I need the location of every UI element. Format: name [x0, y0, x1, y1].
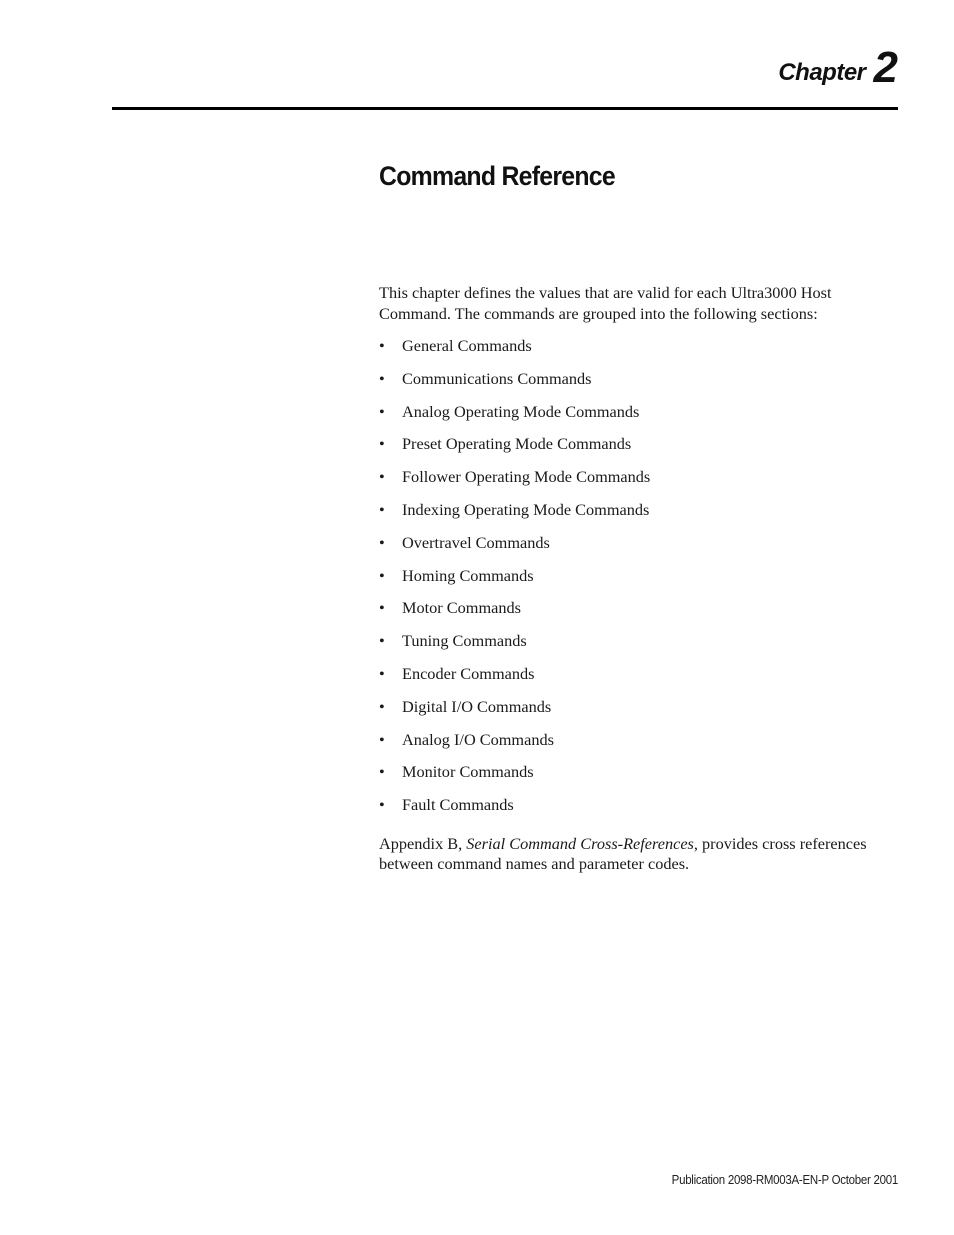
list-item: [379, 500, 899, 533]
list-item-label: General Commands: [402, 336, 532, 355]
section-list: [379, 336, 899, 828]
publication-footer: Publication 2098-RM003A-EN-P October 2001: [671, 1173, 898, 1187]
list-item-label: Encoder Commands: [402, 663, 535, 683]
list-item: [379, 697, 899, 730]
appendix-prefix: Appendix B,: [379, 833, 467, 853]
list-item-label: Motor Commands: [402, 598, 521, 618]
bullet-icon: •: [379, 631, 385, 651]
bullet-icon: •: [379, 336, 385, 355]
list-item: [379, 664, 899, 697]
list-item-label: Monitor Commands: [402, 762, 534, 782]
list-item-label: Homing Commands: [402, 565, 534, 585]
chapter-heading: [778, 43, 898, 92]
list-item: [379, 762, 899, 795]
list-item: [379, 730, 899, 763]
bullet-icon: •: [379, 467, 385, 487]
list-item-label: Fault Commands: [402, 795, 514, 815]
list-item: [379, 434, 899, 467]
page-title: Command Reference: [379, 161, 615, 191]
bullet-icon: •: [379, 565, 385, 585]
bullet-icon: •: [379, 401, 385, 421]
bullet-icon: •: [379, 598, 385, 618]
appendix-paragraph: [379, 834, 899, 875]
bullet-icon: •: [379, 368, 385, 388]
bullet-icon: •: [379, 795, 385, 815]
bullet-icon: •: [379, 499, 385, 519]
list-item: [379, 467, 899, 500]
chapter-number: 2: [873, 43, 898, 92]
list-item-label: Analog I/O Commands: [402, 729, 554, 749]
body-content: [379, 283, 899, 875]
bullet-icon: •: [379, 434, 385, 454]
appendix-title: Serial Command Cross-References: [466, 833, 694, 853]
list-item: [379, 336, 899, 369]
list-item: [379, 795, 899, 828]
list-item: [379, 598, 899, 631]
list-item-label: Follower Operating Mode Commands: [402, 467, 651, 487]
bullet-icon: •: [379, 696, 385, 716]
list-item-label: Communications Commands: [402, 368, 592, 388]
header-rule: [112, 107, 898, 110]
intro-paragraph: This chapter defines the values that are valid for each Ultra3000 Host Command. The commands are grouped into the following sections:: [379, 283, 832, 323]
list-item: [379, 566, 899, 599]
bullet-icon: •: [379, 729, 385, 749]
bullet-icon: •: [379, 532, 385, 552]
bullet-icon: •: [379, 663, 385, 683]
list-item: [379, 533, 899, 566]
list-item-label: Analog Operating Mode Commands: [402, 401, 640, 421]
chapter-word: Chapter: [778, 59, 866, 86]
list-item-label: Indexing Operating Mode Commands: [402, 499, 650, 519]
appendix-suffix: , provides cross references between command names and parameter codes.: [379, 833, 867, 874]
list-item-label: Preset Operating Mode Commands: [402, 434, 632, 454]
list-item-label: Digital I/O Commands: [402, 696, 552, 716]
list-item-label: Tuning Commands: [402, 631, 527, 651]
list-item: [379, 631, 899, 664]
bullet-icon: •: [379, 762, 385, 782]
list-item: [379, 402, 899, 435]
list-item-label: Overtravel Commands: [402, 532, 550, 552]
list-item: [379, 369, 899, 402]
